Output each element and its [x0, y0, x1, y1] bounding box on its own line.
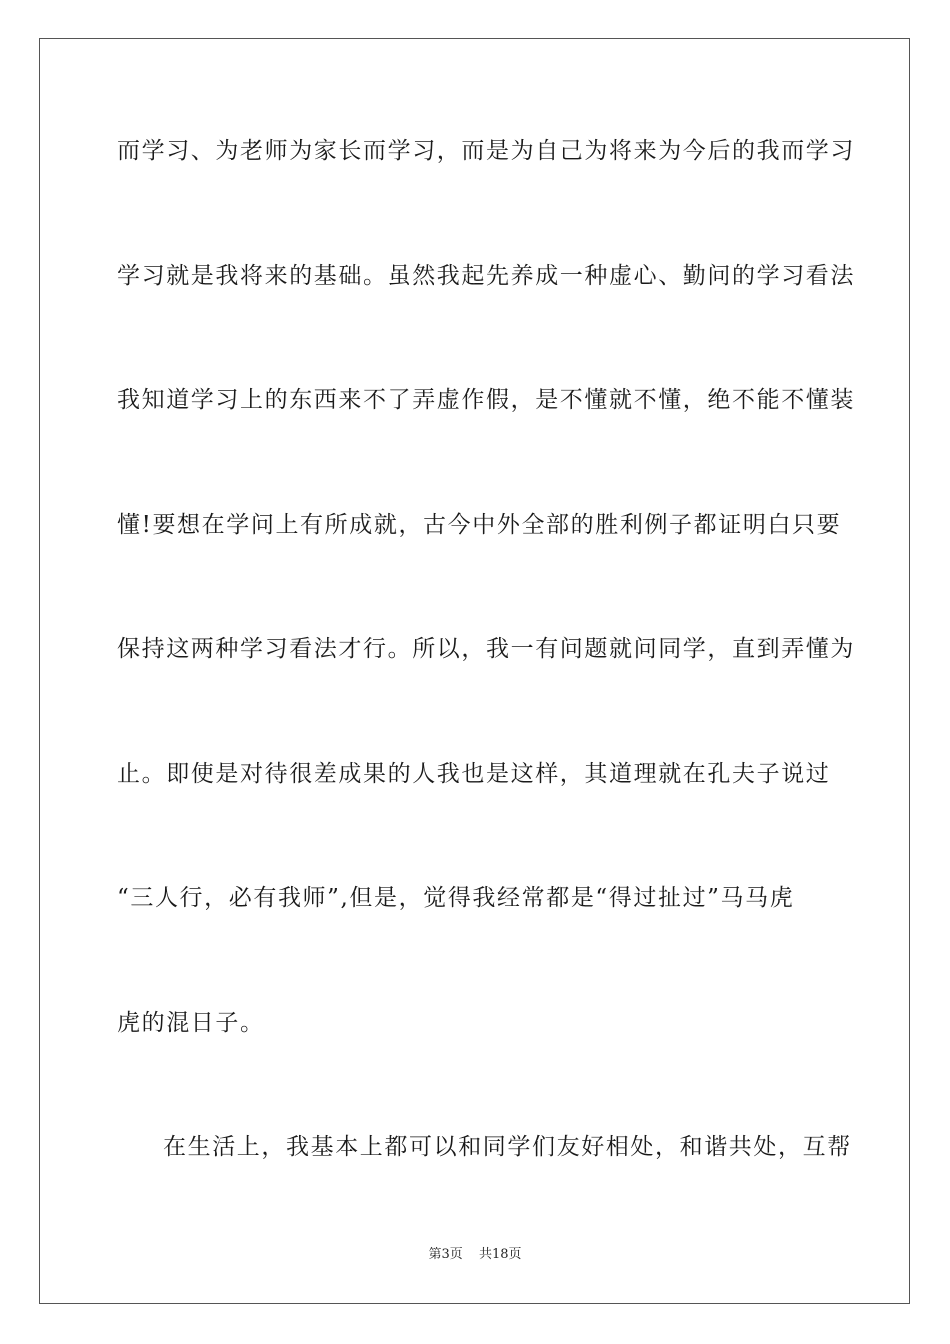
text-line: 虎的混日子。	[117, 1010, 265, 1036]
text-line: “三人行，必有我师”,但是，觉得我经常都是“得过扯过”马马虎	[117, 885, 795, 911]
paragraph-first-line: 在生活上，我基本上都可以和同学们友好相处，和谐共处，互帮	[163, 1134, 852, 1160]
text-line: 学习就是我将来的基础。虽然我起先养成一种虚心、勤问的学习看法	[117, 263, 855, 289]
text-line: 懂!要想在学问上有所成就，古今中外全部的胜利例子都证明白只要	[117, 512, 842, 538]
text-line: 我知道学习上的东西来不了弄虚作假，是不懂就不懂，绝不能不懂装	[117, 387, 855, 413]
page-total: 共18页	[478, 1247, 522, 1262]
page-border	[39, 38, 910, 1304]
text-line: 止。即使是对待很差成果的人我也是这样，其道理就在孔夫子说过	[117, 761, 831, 787]
text-line: 保持这两种学习看法才行。所以，我一有问题就问同学，直到弄懂为	[117, 636, 855, 662]
page-number: 第3页	[428, 1247, 463, 1262]
page-footer	[0, 1246, 950, 1264]
text-line: 而学习、为老师为家长而学习，而是为自己为将来为今后的我而学习	[117, 138, 855, 164]
